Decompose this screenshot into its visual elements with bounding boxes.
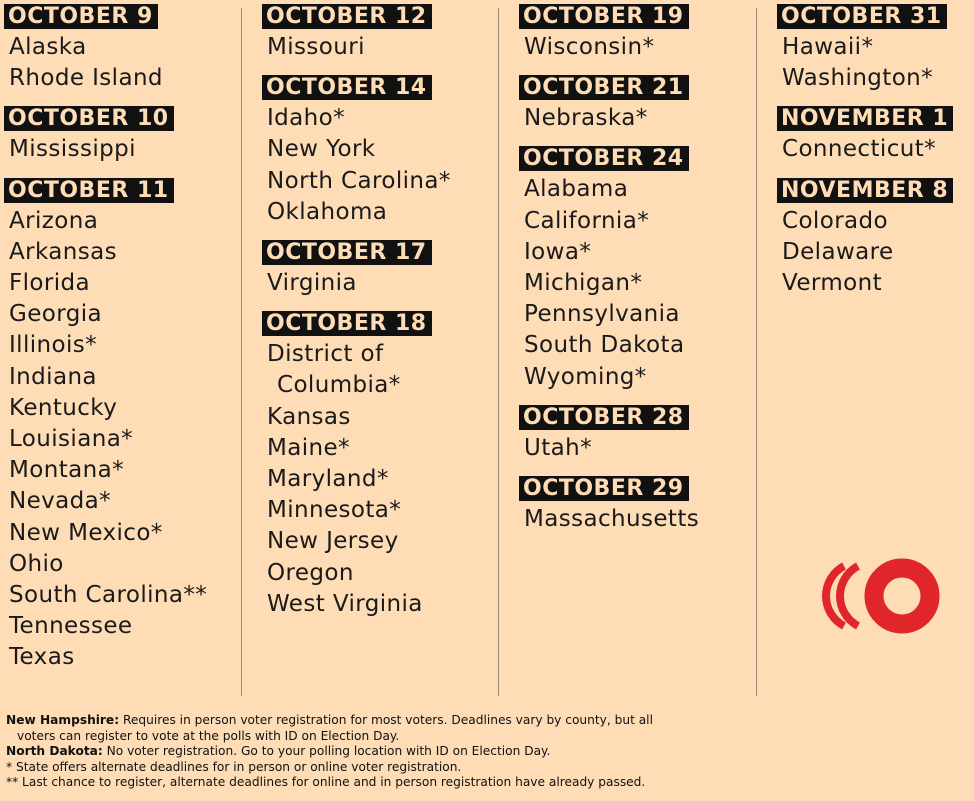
state-name: Maine* <box>267 434 350 461</box>
state-name: Oregon <box>267 559 354 586</box>
state-name: Rhode Island <box>9 65 163 92</box>
state-name: Alabama <box>524 176 629 203</box>
state-name: West Virginia <box>267 590 423 617</box>
state-name: Georgia <box>9 301 102 328</box>
deadline-group <box>262 75 451 228</box>
deadline-date-label: OCTOBER 17 <box>262 240 432 265</box>
state-list <box>777 134 953 165</box>
footnote-single-star: * State offers alternate deadlines for in person or online voter registration. <box>6 759 462 774</box>
deadline-date-label: OCTOBER 18 <box>262 311 432 336</box>
deadline-group <box>262 240 451 299</box>
deadline-date-label: OCTOBER 28 <box>519 405 689 430</box>
state-name: Massachusetts <box>524 506 700 533</box>
deadline-date-label: OCTOBER 9 <box>4 4 158 29</box>
state-list <box>4 32 207 94</box>
state-name: Delaware <box>782 238 894 265</box>
deadline-group <box>262 311 451 620</box>
state-list <box>262 32 451 63</box>
deadline-date-label: OCTOBER 31 <box>777 4 947 29</box>
state-list <box>4 134 207 165</box>
state-list <box>519 174 699 392</box>
state-name: Oklahoma <box>267 198 388 225</box>
deadline-date-label: OCTOBER 14 <box>262 75 432 100</box>
deadline-group <box>519 405 699 464</box>
state-name: Iowa* <box>524 238 592 265</box>
state-name: District of <box>267 341 384 368</box>
state-name: Nevada* <box>9 488 112 515</box>
deadline-date-label: OCTOBER 11 <box>4 178 174 203</box>
deadline-date-label: OCTOBER 29 <box>519 476 689 501</box>
state-name: Kansas <box>267 403 351 430</box>
state-name: Vermont <box>782 270 883 297</box>
state-name: Mississippi <box>9 136 136 163</box>
state-list <box>777 206 953 300</box>
state-name: Virginia <box>267 270 357 297</box>
state-name: Florida <box>9 270 91 297</box>
deadline-column-2 <box>262 4 451 632</box>
state-name: New Jersey <box>267 528 399 555</box>
state-name: Utah* <box>524 434 593 461</box>
state-name: Texas <box>9 644 75 671</box>
column-divider-1 <box>241 8 242 696</box>
column-divider-3 <box>756 8 757 696</box>
deadline-group <box>777 106 953 165</box>
state-list <box>262 103 451 228</box>
state-name: Tennessee <box>9 613 133 640</box>
state-name: Missouri <box>267 34 365 60</box>
footnote-new-hampshire: New Hampshire: Requires in person voter registration for most voters. Deadlines vary by county, but all <box>6 713 653 727</box>
state-name: Louisiana* <box>9 426 134 453</box>
deadline-date-label: NOVEMBER 8 <box>777 178 953 203</box>
footnotes <box>6 713 968 791</box>
deadline-group <box>519 75 699 134</box>
state-name: Illinois* <box>9 332 98 359</box>
state-name: Nebraska* <box>524 105 648 132</box>
state-name: New York <box>267 136 376 163</box>
state-name: Michigan* <box>524 270 643 297</box>
state-name: Wisconsin* <box>524 34 655 60</box>
state-name: Kentucky <box>9 394 118 421</box>
footnote-double-star: ** Last chance to register, alternate deadlines for online and in person registration have already passed. <box>6 775 646 789</box>
state-name: Arizona <box>9 207 99 234</box>
state-name: South Dakota <box>524 332 685 359</box>
deadline-column-4 <box>777 4 953 311</box>
state-list <box>519 433 699 464</box>
state-name: Alaska <box>9 34 87 60</box>
state-name: New Mexico* <box>9 519 163 546</box>
deadline-group <box>519 476 699 535</box>
state-list <box>519 504 699 535</box>
state-name: Pennsylvania <box>524 301 680 328</box>
deadline-column-3 <box>519 4 699 547</box>
deadline-date-label: OCTOBER 21 <box>519 75 689 100</box>
deadline-date-label: NOVEMBER 1 <box>777 106 953 131</box>
state-name: Montana* <box>9 457 124 484</box>
state-list <box>777 32 953 94</box>
footnote-north-dakota: North Dakota: No voter registration. Go to your polling location with ID on Election Day. <box>6 744 551 758</box>
deadline-date-label: OCTOBER 19 <box>519 4 689 29</box>
deadline-group <box>519 146 699 392</box>
deadline-group <box>777 4 953 94</box>
deadline-group <box>4 178 207 674</box>
state-list <box>4 206 207 674</box>
state-name: Ohio <box>9 550 64 577</box>
brand-logo-icon <box>822 558 942 638</box>
state-name: Wyoming* <box>524 363 647 390</box>
state-name: Maryland* <box>267 466 389 493</box>
state-name: North Carolina* <box>267 167 451 194</box>
deadline-group <box>4 106 207 165</box>
state-name: Colorado <box>782 207 889 234</box>
state-name: Columbia* <box>277 372 401 399</box>
deadline-column-1 <box>4 4 207 686</box>
deadline-date-label: OCTOBER 12 <box>262 4 432 29</box>
state-name: Idaho* <box>267 105 346 132</box>
state-list <box>519 103 699 134</box>
deadline-group <box>777 178 953 300</box>
footnote-new-hampshire-cont: voters can register to vote at the polls with ID on Election Day. <box>17 728 400 743</box>
state-name: Indiana <box>9 363 97 390</box>
state-list <box>262 339 451 620</box>
deadline-date-label: OCTOBER 24 <box>519 146 689 171</box>
state-list <box>262 268 451 299</box>
state-name: Hawaii* <box>782 34 874 60</box>
state-name: Washington* <box>782 65 934 92</box>
deadline-group <box>262 4 451 63</box>
state-name: Arkansas <box>9 238 118 265</box>
deadline-date-label: OCTOBER 10 <box>4 106 174 131</box>
deadline-group <box>519 4 699 63</box>
column-divider-2 <box>498 8 499 696</box>
state-name: Minnesota* <box>267 497 402 524</box>
state-list <box>519 32 699 63</box>
state-name: South Carolina** <box>9 582 208 609</box>
deadline-group <box>4 4 207 94</box>
state-name: Connecticut* <box>782 136 937 163</box>
state-name: California* <box>524 207 650 234</box>
